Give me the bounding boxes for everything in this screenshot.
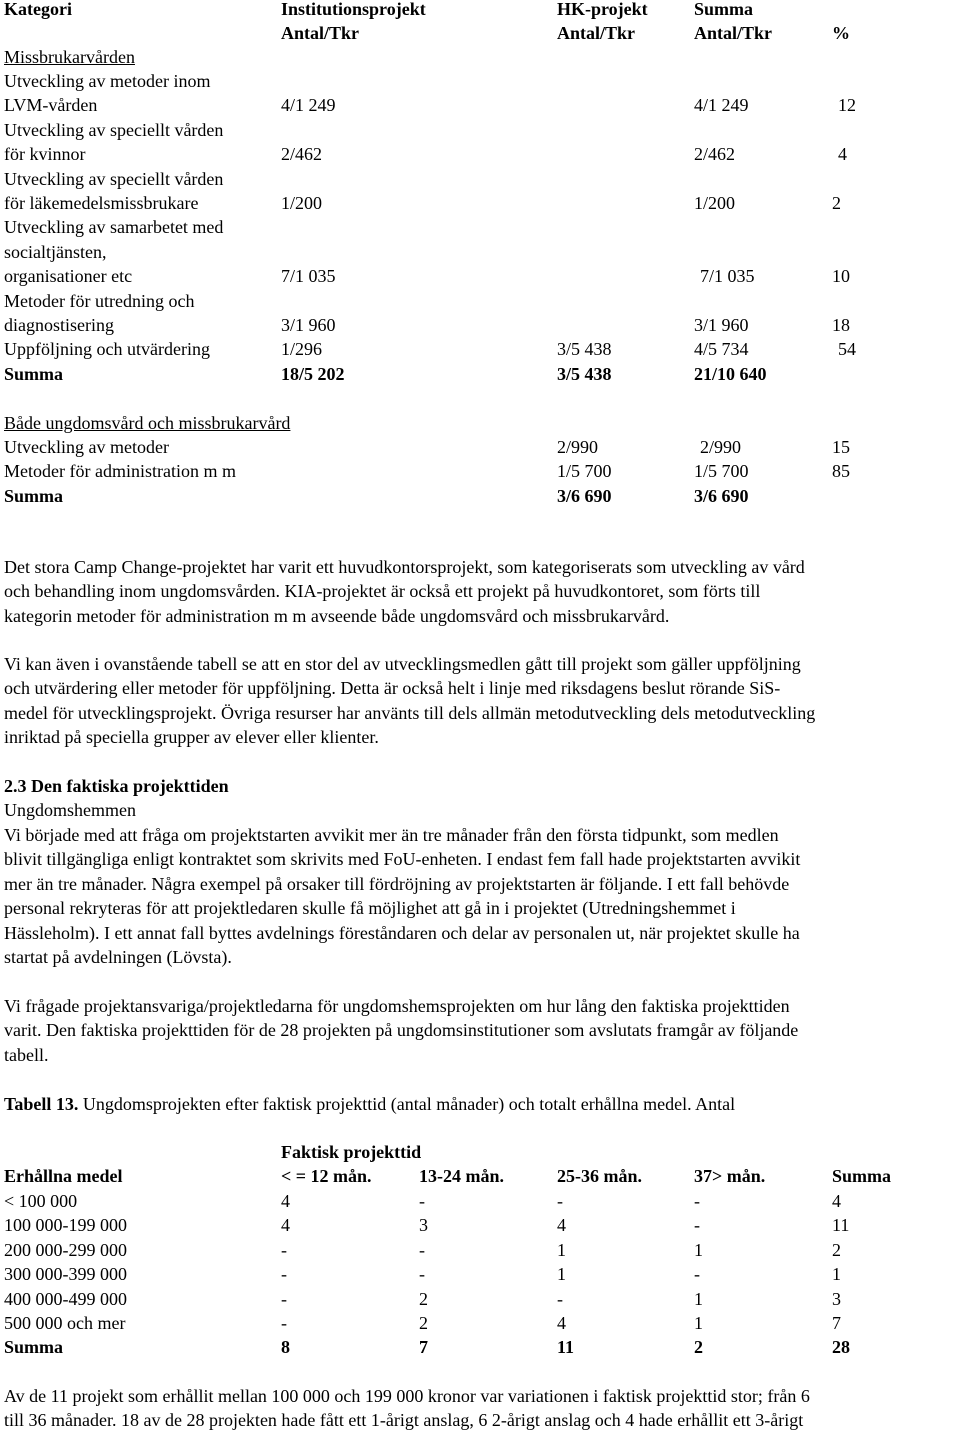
table1-value-cell: 15	[832, 437, 850, 457]
table1-value-cell: 54	[838, 339, 856, 360]
table2-value-cell: 4	[557, 1313, 566, 1333]
table1-sum-cell: Summa	[4, 363, 64, 384]
table2-value-cell: 1	[557, 1239, 566, 1260]
paragraph-line: blivit tillgängliga enligt kontraktet som skrivits med FoU-enheten. I endast fem fall hade projektstarten avvikit	[4, 849, 801, 870]
table2-group-header: Faktisk projekttid	[281, 1142, 422, 1162]
table2-value-cell: -	[557, 1191, 563, 1211]
table1-value-cell: 2/990	[700, 437, 742, 457]
paragraph-line: startat på avdelningen (Lövsta).	[4, 947, 232, 967]
paragraph-line: medel för utvecklingsprojekt. Övriga resurser har använts till dels allmän metodutveckling dels metodutveckling	[4, 702, 816, 723]
table2-value-cell: 1	[694, 1288, 703, 1309]
table1-value-cell: 2	[832, 193, 841, 213]
table2-sum-cell: 11	[557, 1337, 575, 1358]
table1-header-cell: Summa	[694, 0, 754, 19]
table1-sum-cell: Summa	[4, 485, 64, 506]
table2-value-cell: 3	[419, 1215, 428, 1236]
table2-value-cell: 1	[832, 1264, 841, 1285]
table1-header-cell: HK-projekt	[557, 0, 648, 19]
table2-value-cell: 1	[694, 1313, 703, 1333]
section-heading: 2.3 Den faktiska projekttiden	[4, 776, 229, 796]
table1-header-cell: Antal/Tkr	[557, 23, 636, 43]
paragraph-line: och behandling inom ungdomsvården. KIA-projektet är också ett projekt på huvudkontoret, som förts till	[4, 581, 761, 602]
table2-value-cell: -	[281, 1288, 287, 1309]
table1-value-cell: 4	[838, 144, 847, 165]
table2-value-cell: 4	[281, 1215, 290, 1236]
table2-value-cell: 2	[832, 1239, 841, 1260]
table1-value-cell: 4/5 734	[694, 339, 749, 360]
table1-category-cell: Utveckling av speciellt vården	[4, 119, 224, 140]
table1-value-cell: 1/5 700	[694, 461, 749, 482]
table2-header-cell: Erhållna medel	[4, 1166, 123, 1186]
table1-value-cell: 1/200	[281, 193, 323, 213]
table1-value-cell: 12	[838, 95, 856, 116]
table2-value-cell: -	[419, 1264, 425, 1285]
table1-section-title: Både ungdomsvård och missbrukarvård	[4, 412, 291, 433]
table1-header-cell: Antal/Tkr	[694, 23, 773, 43]
table1-category-cell: för kvinnor	[4, 144, 86, 165]
table1-header-cell: Antal/Tkr	[281, 23, 360, 43]
table1-value-cell: 7/1 035	[700, 266, 755, 287]
table1-value-cell: 1/200	[694, 193, 736, 213]
paragraph-line: till 36 månader. 18 av de 28 projekten hade fått ett 1-årigt anslag, 6 2-årigt anslag och 4 hade erhållit ett 3-årigt	[4, 1410, 804, 1431]
table1-category-cell: Metoder för administration m m	[4, 461, 236, 482]
table2-value-cell: -	[694, 1264, 700, 1285]
paragraph-line: Vi frågade projektansvariga/projektledarna för ungdomshemsprojekten om hur lång den faktiska projekttiden	[4, 996, 790, 1016]
paragraph-line: kategorin metoder för administration m m avseende både ungdomsvård och missbrukarvård.	[4, 605, 670, 626]
table2-value-cell: -	[281, 1239, 287, 1260]
table1-value-cell: 2/462	[281, 144, 323, 165]
table1-value-cell: 4/1 249	[694, 95, 749, 116]
table1-sum-cell: 3/5 438	[557, 363, 612, 384]
table1-category-cell: Utveckling av samarbetet med	[4, 217, 224, 238]
sub-heading: Ungdomshemmen	[4, 800, 136, 820]
table2-value-cell: 1	[694, 1239, 703, 1260]
paragraph-line: Hässleholm). I ett annat fall byttes avdelnings föreståndaren och delar av personalen ut, när projektet skulle ha	[4, 922, 800, 943]
table1-value-cell: 1/5 700	[557, 461, 612, 482]
paragraph-line: personal rekryteras för att projektledaren skulle få möjlighet att gå in i projektet (Utredningshemmet i	[4, 898, 736, 919]
table2-value-cell: 11	[832, 1215, 850, 1236]
table1-value-cell: 4/1 249	[281, 95, 336, 116]
table1-value-cell: 2/990	[557, 437, 599, 457]
table1-sum-cell: 3/6 690	[694, 485, 749, 506]
table2-row-label: 300 000-399 000	[4, 1264, 127, 1285]
table1-header-cell: Kategori	[4, 0, 72, 19]
table2-header-cell: < = 12 mån.	[281, 1166, 372, 1186]
table1-sum-cell: 18/5 202	[281, 363, 345, 384]
table1-category-cell: Utveckling av metoder	[4, 437, 169, 457]
paragraph-line: Vi kan även i ovanstående tabell se att en stor del av utvecklingsmedlen gått till projekt som gäller uppföljning	[4, 654, 801, 674]
table2-value-cell: -	[419, 1239, 425, 1260]
table1-value-cell: 2/462	[694, 144, 736, 165]
table2-sum-cell: 8	[281, 1337, 290, 1358]
table2-value-cell: -	[281, 1264, 287, 1285]
table1-category-cell: för läkemedelsmissbrukare	[4, 193, 199, 213]
paragraph-line: Det stora Camp Change-projektet har varit ett huvudkontorsprojekt, som kategoriserats som utveckling av vård	[4, 557, 805, 577]
table1-value-cell: 85	[832, 461, 850, 482]
table1-category-cell: socialtjänsten,	[4, 241, 107, 262]
table2-row-label: 100 000-199 000	[4, 1215, 127, 1236]
table1-header-cell: Institutionsprojekt	[281, 0, 426, 19]
table2-header-cell: 13-24 mån.	[419, 1166, 504, 1186]
paragraph-line: Vi började med att fråga om projektstarten avvikit mer än tre månader från den första tidpunkt, som medlen	[4, 825, 779, 845]
paragraph-line: tabell.	[4, 1044, 49, 1065]
table1-sum-cell: 21/10 640	[694, 363, 767, 384]
table2-sum-cell: 28	[832, 1337, 850, 1358]
table2-value-cell: 7	[832, 1313, 841, 1333]
table1-category-cell: Utveckling av speciellt vården	[4, 168, 224, 189]
table2-value-cell: 3	[832, 1288, 841, 1309]
table1-category-cell: Metoder för utredning och	[4, 290, 195, 311]
table2-value-cell: -	[557, 1288, 563, 1309]
table1-value-cell: 1/296	[281, 339, 323, 360]
table1-category-cell: Utveckling av metoder inom	[4, 71, 211, 91]
table2-row-label: < 100 000	[4, 1191, 78, 1211]
table2-header-cell: Summa	[832, 1166, 892, 1186]
table2-value-cell: 2	[419, 1288, 428, 1309]
paragraph-line: Av de 11 projekt som erhållit mellan 100 000 och 199 000 kronor var variationen i faktisk projekttid stor; från 6	[4, 1386, 810, 1406]
table1-sum-cell: 3/6 690	[557, 485, 612, 506]
table1-value-cell: 18	[832, 315, 850, 335]
table1-value-cell: 3/5 438	[557, 339, 612, 360]
paragraph-line: och utvärdering eller metoder för uppföljning. Detta är också helt i linje med riksdagens beslut rörande SiS-	[4, 678, 781, 699]
table1-value-cell: 3/1 960	[281, 315, 336, 335]
table-caption-text: Ungdomsprojekten efter faktisk projekttid (antal månader) och totalt erhållna medel. Antal	[78, 1094, 736, 1114]
table2-header-cell: 37> mån.	[694, 1166, 766, 1186]
table1-value-cell: 7/1 035	[281, 266, 336, 287]
table2-value-cell: -	[281, 1313, 287, 1333]
table1-value-cell: 3/1 960	[694, 315, 749, 335]
table2-value-cell: 4	[281, 1191, 290, 1211]
paragraph-line: mer än tre månader. Några exempel på orsaker till fördröjning av projektstarten är följande. I ett fall behövde	[4, 873, 790, 894]
table1-category-cell: diagnostisering	[4, 315, 114, 335]
table1-header-cell: %	[832, 23, 850, 43]
table1-category-cell: LVM-vården	[4, 95, 98, 116]
table2-row-label: 500 000 och mer	[4, 1313, 126, 1333]
table1-section-title: Missbrukarvården	[4, 47, 135, 67]
table-caption	[4, 1092, 735, 1116]
paragraph-line: varit. Den faktiska projekttiden för de 28 projekten på ungdomsinstitutioner som avslutats framgår av följande	[4, 1020, 799, 1041]
table2-sum-cell: Summa	[4, 1337, 64, 1358]
table2-sum-cell: 2	[694, 1337, 703, 1358]
paragraph-line: inriktad på speciella grupper av elever eller klienter.	[4, 727, 379, 748]
table2-value-cell: 4	[832, 1191, 841, 1211]
table1-category-cell: Uppföljning och utvärdering	[4, 339, 210, 360]
table2-row-label: 200 000-299 000	[4, 1239, 127, 1260]
table2-header-cell: 25-36 mån.	[557, 1166, 642, 1186]
table1-value-cell: 10	[832, 266, 850, 287]
table2-value-cell: 2	[419, 1313, 428, 1333]
table2-value-cell: -	[419, 1191, 425, 1211]
table2-value-cell: 1	[557, 1264, 566, 1285]
table2-value-cell: -	[694, 1191, 700, 1211]
table-caption-label: Tabell 13.	[4, 1094, 79, 1114]
table2-value-cell: -	[694, 1215, 700, 1236]
table2-sum-cell: 7	[419, 1337, 428, 1358]
table1-category-cell: organisationer etc	[4, 266, 133, 287]
table2-value-cell: 4	[557, 1215, 566, 1236]
table2-row-label: 400 000-499 000	[4, 1288, 127, 1309]
